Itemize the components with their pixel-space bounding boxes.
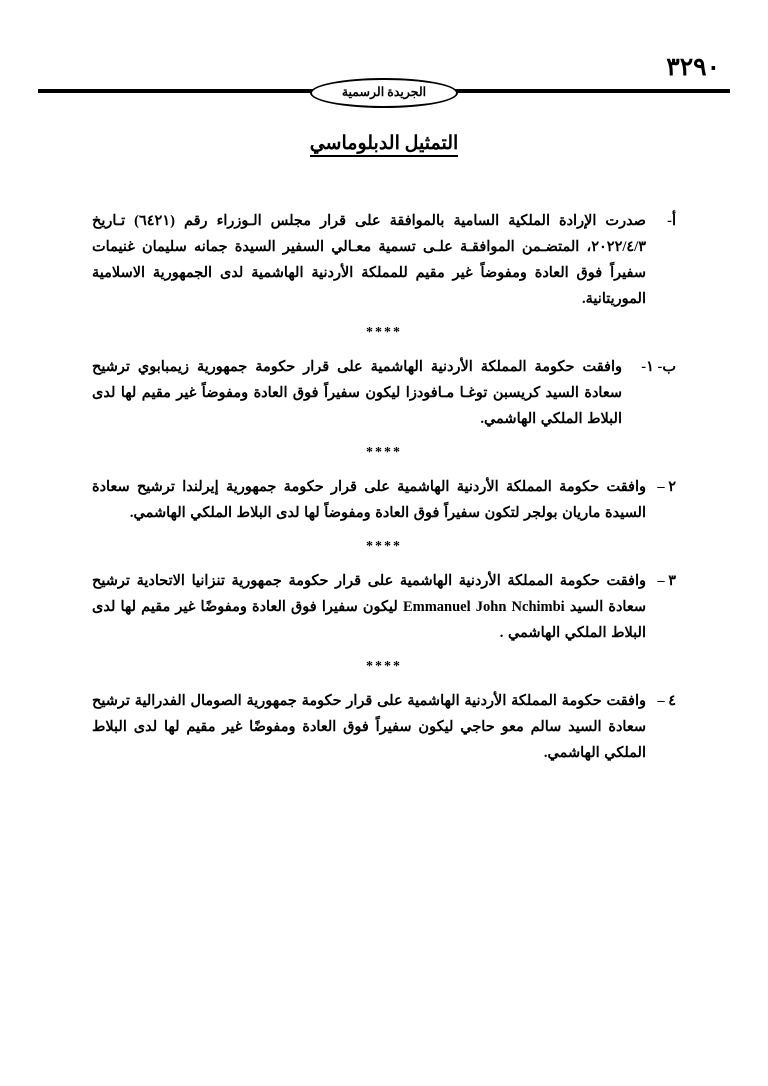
separator: **** [366,539,402,554]
entry-4 [92,688,676,766]
separator: **** [366,659,402,674]
entry-a [92,208,676,312]
entry-text: وافقت حكومة المملكة الأردنية الهاشمية على قرار حكومة جمهورية الصومال الفدرالية ترشيح سعادة السيد سالم معو حاجي ليكون سفيراً فوق العادة ومفوضًا غير مقيم لها لدى البلاط الملكي الهاشمي. [92,693,646,761]
separator: **** [366,325,402,340]
entry-text: وافقت حكومة المملكة الأردنية الهاشمية على قرار حكومة جمهورية تنزانيا الاتحادية ترشيح سعادة السيد Emmanuel John Nchimbi ليكون سفيرا فوق العادة ومفوضًا غير مقيم لها لدى البلاط الملكي الهاشمي . [92,573,646,641]
entry-marker: ٤ – [657,693,676,709]
header-rule [38,78,730,104]
entry-text: صدرت الإرادة الملكية السامية بالموافقة على قرار مجلس الـوزراء رقم (٦٤٢١) تـاريخ ٢٠٢٢/٤/٣، المتضـمن الموافقـة علـى تسمية معـالي السفير السيدة جمانه سليمان غنيمات سفيراً فوق العادة ومفوضاً غير مقيم للمملكة الأردنية الهاشمية لدى الجمهورية الاسلامية الموريتانية. [92,213,646,307]
entry-b1 [92,354,676,432]
page-header [38,52,730,110]
gazette-oval-label: الجريدة الرسمية [310,78,458,108]
entry-marker: أ- [667,213,676,229]
page-number: ٣٢٩٠ [666,54,720,81]
page-title [0,132,768,155]
entry-marker: ٣ – [657,573,676,589]
entry-marker: ب- ١- [641,359,676,375]
entry-text: وافقت حكومة المملكة الأردنية الهاشمية على قرار حكومة جمهورية إيرلندا ترشيح سعادة السيدة ماريان بولجر لتكون سفيراً فوق العادة ومفوضاً لها لدى البلاط الملكي الهاشمي. [92,479,646,521]
entry-text: وافقت حكومة المملكة الأردنية الهاشمية على قرار حكومة جمهورية زيمبابوي ترشيح سعادة السيد كريسبن توغـا مـافودزا ليكون سفيراً فوق العادة ومفوضاً غير مقيم لها لدى البلاط الملكي الهاشمي. [92,359,622,427]
entry-3 [92,568,676,646]
entry-2 [92,474,676,526]
document-body [92,208,676,766]
separator: **** [366,445,402,460]
entry-marker: ٢ – [657,479,676,495]
page-title-text: التمثيل الدبلوماسي [310,133,459,157]
